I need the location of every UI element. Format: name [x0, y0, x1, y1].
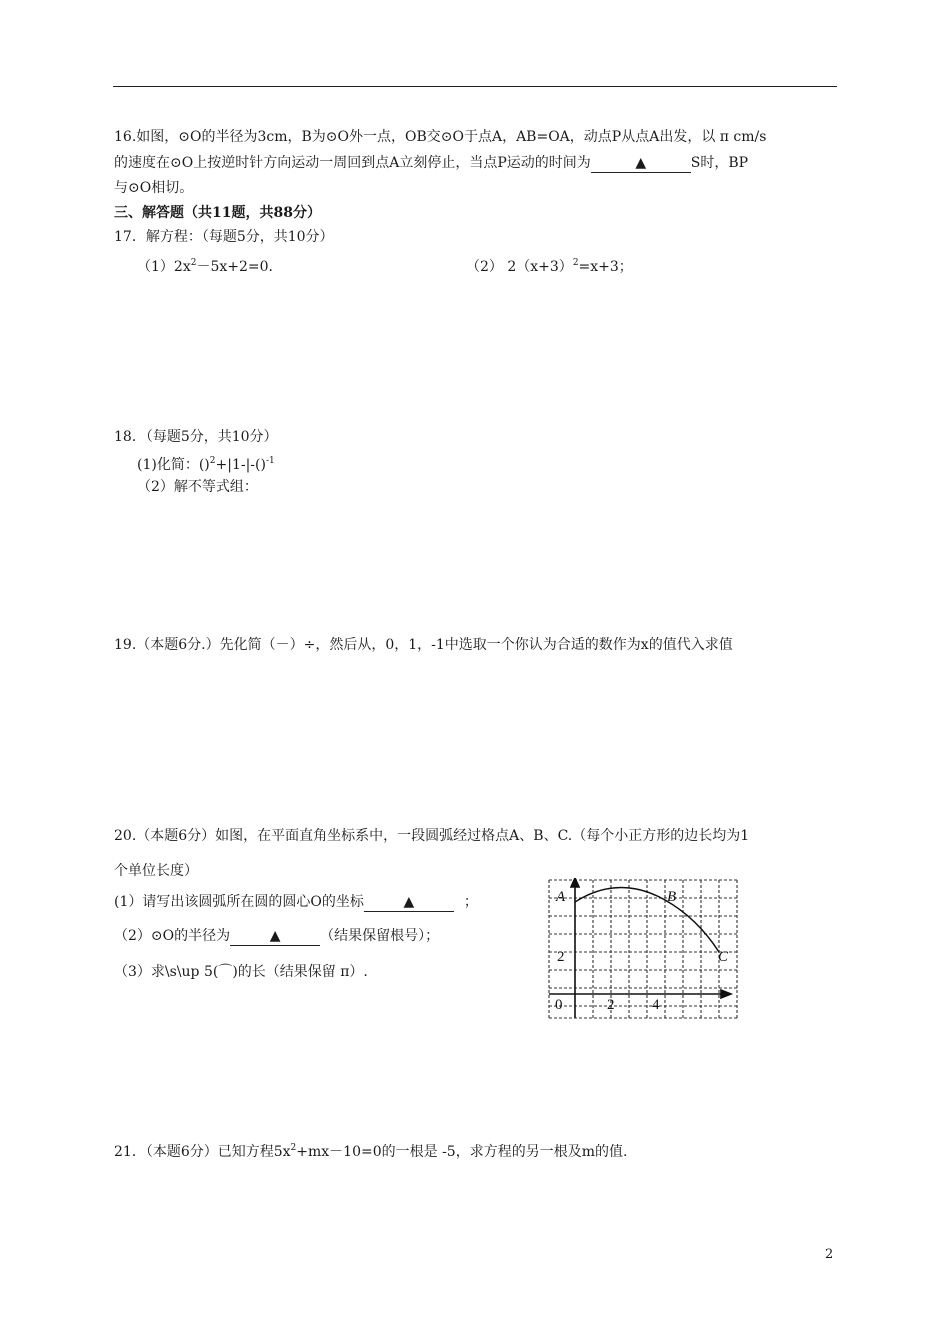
q20-p1-answer-blank [364, 893, 454, 912]
origin-label: 0 [555, 997, 563, 1013]
q21-text-end: +mx－10=0的一根是 -5，求方程的另一根及m的值. [296, 1144, 628, 1160]
triangle-marker-icon: ▲ [403, 894, 415, 910]
q20-p2-text-end: （结果保留根号）； [320, 928, 440, 944]
q21-sup: 2 [290, 1143, 297, 1153]
page-number: 2 [825, 1247, 834, 1262]
point-b-label: B [667, 889, 677, 905]
q18-p1-text: (1)化简：() [137, 457, 210, 473]
q18-p1-sup1: 2 [209, 456, 216, 466]
q17-title: 17．解方程：（每题5分，共10分） [114, 229, 334, 245]
q21-text-start: 21．（本题6分）已知方程5x [114, 1144, 291, 1160]
q17-p2-text: （2） 2（x+3） [466, 259, 573, 275]
x-axis-arrow-icon [721, 990, 731, 998]
point-a-label: A [556, 889, 566, 905]
q18-title: 18．（每题5分，共10分） [114, 429, 278, 445]
axes [549, 878, 731, 1018]
q16-text-end: S时，BP [690, 155, 749, 171]
point-c-label: C [718, 949, 729, 965]
q20-line2: 个单位长度） [114, 863, 198, 879]
q20-part3: （3）求\s\up 5(⌒)的长（结果保留 π）. [114, 964, 368, 980]
q17-p2-text-end: =x+3； [578, 259, 633, 275]
q20-p1-text: (1）请写出该圆弧所在圆的圆心O的坐标 [114, 894, 364, 910]
q20-part2 [114, 927, 439, 946]
triangle-marker-icon: ▲ [269, 928, 281, 944]
y-tick-2-label: 2 [557, 949, 565, 965]
q17-part2 [466, 254, 633, 276]
q21-text [114, 1139, 627, 1161]
q17-p1-text: （1）2x [137, 259, 191, 275]
q20-p1-text-end: ； [463, 894, 478, 910]
q16-text: 的速度在⊙O上按逆时针方向运动一周回到点A立刻停止，当点P运动的时间为 [114, 155, 591, 171]
q16-line2 [114, 154, 748, 173]
q17-part1 [137, 254, 283, 276]
q20-line1: 20.（本题6分）如图，在平面直角坐标系中，一段圆弧经过格点A、B、C.（每个小正方形的边长均为1 [114, 828, 750, 844]
q16-line1: 16.如图，⊙O的半径为3cm，B为⊙O外一点，OB交⊙O于点A，AB=OA，动点P从点A出发，以 π cm/s [114, 129, 767, 145]
q17-p2-sup: 2 [572, 258, 579, 268]
x-tick-2-label: 2 [607, 997, 615, 1013]
q17-p1-text-end: －5x+2=0． [196, 259, 283, 275]
q19-text: 19.（本题6分.）先化简（－）÷，然后从，0，1，-1中选取一个你认为合适的数作为x的值代入求值 [114, 637, 733, 653]
coordinate-grid-figure [547, 878, 741, 1021]
q17-p1-sup: 2 [190, 258, 197, 268]
q16-line3: 与⊙O相切。 [114, 180, 194, 196]
header-rule [113, 86, 837, 87]
q18-part2: （2）解不等式组： [137, 479, 258, 495]
q20-p2-answer-blank [230, 927, 320, 946]
q18-p1-text-end: +|1-|-() [215, 457, 266, 473]
x-tick-4-label: 4 [652, 997, 660, 1013]
q18-part1 [137, 452, 275, 474]
q18-p1-sup2: -1 [265, 456, 275, 466]
q20-p2-text: （2）⊙O的半径为 [114, 928, 231, 944]
y-axis-arrow-icon [571, 878, 579, 887]
q16-answer-blank [591, 154, 691, 173]
section-title: 三、解答题（共11题，共88分） [114, 205, 321, 221]
triangle-marker-icon: ▲ [635, 155, 647, 171]
q20-part1 [114, 893, 478, 912]
